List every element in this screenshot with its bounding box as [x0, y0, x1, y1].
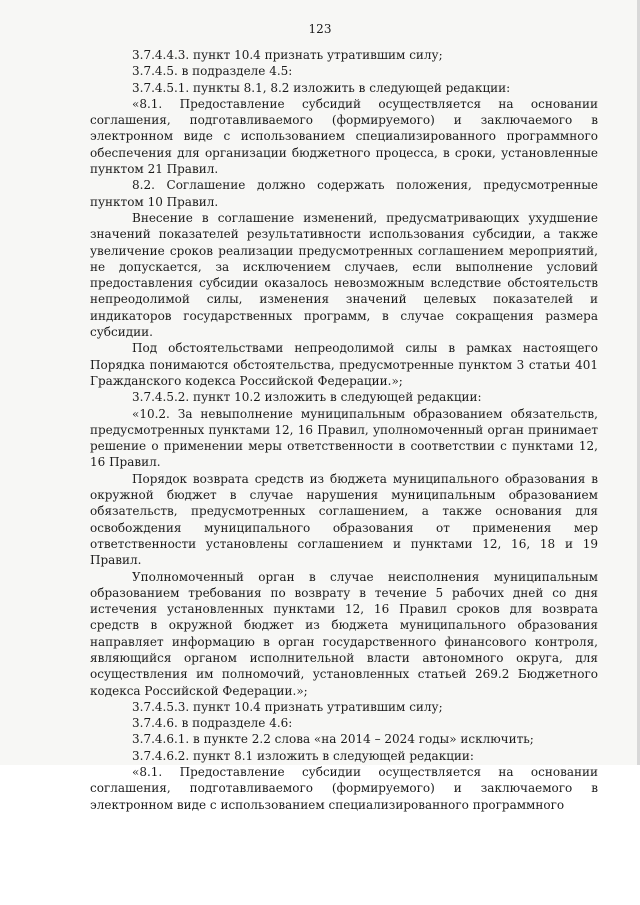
- paragraph: 3.7.4.6. в подразделе 4.6:: [132, 716, 293, 731]
- paragraph: 3.7.4.6.1. в пункте 2.2 слова «на 2014 – 2024 годы» исключить;: [132, 732, 534, 747]
- paragraph: 8.2. Соглашение должно содержать положения, предусмотренные пунктом 10 Правил.: [90, 178, 598, 209]
- document-body: [90, 47, 598, 813]
- page-number: 123: [308, 22, 332, 36]
- paragraph: Уполномоченный орган в случае неисполнения муниципальным образованием требования по возврату в течение 5 рабочих дней со дня истечения установленных пунктами 12, 16 Правил сроков для возврата средств в окружной бюджет из бюджета муниципального образования направляет информацию в орган государственного финансового контроля, являющийся органом исполнительной власти автономного округа, для осуществления им полномочий, установленных статьей 269.2 Бюджетного кодекса Российской Федерации.»;: [90, 569, 598, 698]
- paragraph: «10.2. За невыполнение муниципальным образованием обязательств, предусмотренных пунктами 12, 16 Правил, уполномоченный орган принимает решение о применении меры ответственности в соответствии с пунктами 12, 16 Правил.: [90, 406, 598, 470]
- paragraph: 3.7.4.5.3. пункт 10.4 признать утратившим силу;: [132, 699, 443, 714]
- paragraph: Под обстоятельствами непреодолимой силы в рамках настоящего Порядка понимаются обстоятельства, предусмотренные пунктом 3 статьи 401 Гражданского кодекса Российской Федерации.»;: [90, 341, 598, 388]
- paragraph: 3.7.4.5.1. пункты 8.1, 8.2 изложить в следующей редакции:: [132, 80, 511, 95]
- paragraph: 3.7.4.5. в подразделе 4.5:: [132, 64, 293, 79]
- paragraph: «8.1. Предоставление субсидии осуществляется на основании соглашения, подготавливаемого (формируемого) и заключаемого в электронном виде с использованием специализированного программного: [90, 765, 598, 812]
- paragraph: 3.7.4.4.3. пункт 10.4 признать утратившим силу;: [132, 48, 443, 62]
- paragraph: Порядок возврата средств из бюджета муниципального образования в окружной бюджет в случае нарушения муниципальным образованием обязательств, предусмотренных соглашением, а также основания для освобождения муниципального образования от применения мер ответственности установлены соглашением и пунктами 12, 16, 18 и 19 Правил.: [90, 471, 598, 568]
- paragraph: 3.7.4.6.2. пункт 8.1 изложить в следующей редакции:: [132, 748, 474, 763]
- paragraph: Внесение в соглашение изменений, предусматривающих ухудшение значений показателей результативности использования субсидии, а также увеличение сроков реализации предусмотренных соглашением мероприятий, не допускается, за исключением случаев, если выполнение условий предоставления субсидии оказалось невозможным вследствие обстоятельств непреодолимой силы, изменения значений целевых показателей и индикаторов государственных программ, в случае сокращения размера субсидии.: [90, 210, 598, 340]
- paragraph: «8.1. Предоставление субсидий осуществляется на основании соглашения, подготавливаемого (формируемого) и заключаемого в электронном виде с использованием специализированного программного обеспечения для организации бюджетного процесса, в сроки, установленные пунктом 21 Правил.: [90, 96, 598, 177]
- paragraph: 3.7.4.5.2. пункт 10.2 изложить в следующей редакции:: [132, 390, 482, 405]
